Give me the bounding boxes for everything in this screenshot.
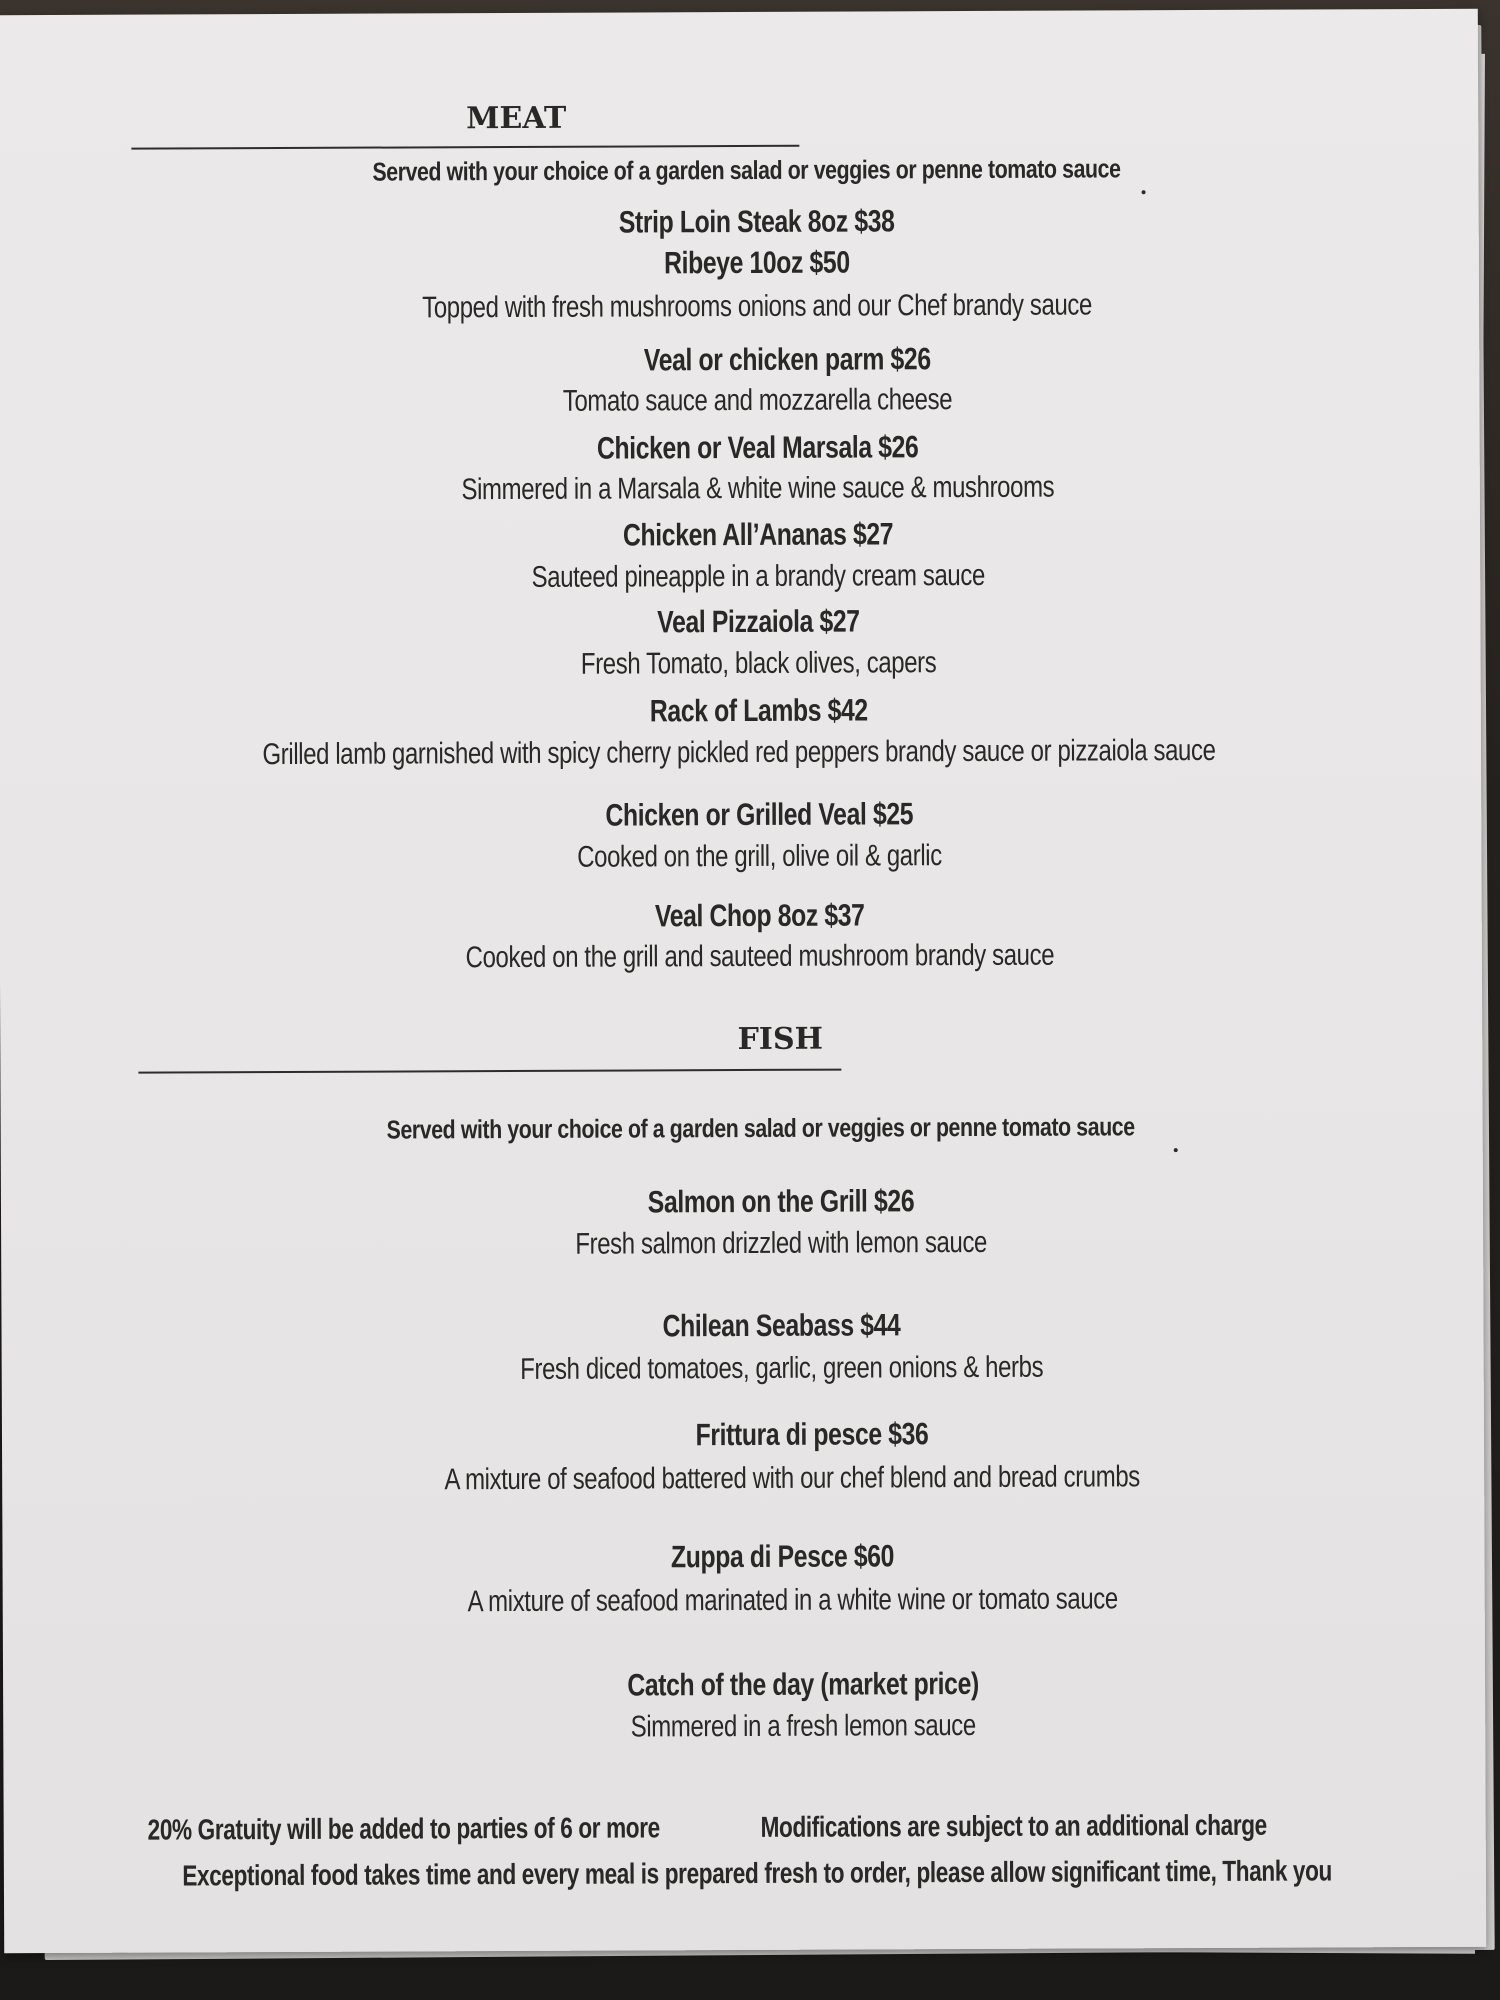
meat-served-note: Served with your choice of a garden salad or veggies or penne tomato sauce bbox=[372, 153, 1121, 187]
meat-heading: MEAT bbox=[466, 100, 567, 137]
stray-mark bbox=[1174, 1148, 1178, 1152]
closing-note: Exceptional food takes time and every meal is prepared fresh to order, please allow significant time, Thank you bbox=[182, 1855, 1333, 1893]
menu-page bbox=[0, 9, 1486, 1953]
gratuity-note: 20% Gratuity will be added to parties of 6 or more bbox=[147, 1812, 660, 1847]
menu-item-description: Topped with fresh mushrooms onions and our Chef brandy sauce bbox=[422, 288, 1092, 325]
menu-item-title: Veal Pizzaiola $27 bbox=[657, 603, 860, 640]
fish-heading: FISH bbox=[737, 1021, 824, 1058]
menu-item-description: Cooked on the grill and sauteed mushroom brandy sauce bbox=[465, 938, 1055, 975]
menu-item-title: Rack of Lambs $42 bbox=[649, 692, 868, 729]
menu-item-title: Chicken All’Ananas $27 bbox=[622, 516, 894, 553]
menu-item-description: A mixture of seafood marinated in a white wine or tomato sauce bbox=[467, 1582, 1118, 1619]
menu-item-title: Salmon on the Grill $26 bbox=[647, 1183, 915, 1220]
menu-item-description: Fresh diced tomatoes, garlic, green onions & herbs bbox=[520, 1350, 1044, 1386]
menu-item-description: Simmered in a Marsala & white wine sauce & mushrooms bbox=[461, 470, 1055, 507]
menu-item-title: Chicken or Veal Marsala $26 bbox=[596, 429, 919, 466]
meat-heading-rule bbox=[131, 145, 799, 150]
menu-item-title: Veal Chop 8oz $37 bbox=[654, 897, 865, 934]
menu-item-title: Veal or chicken parm $26 bbox=[643, 341, 931, 378]
fish-heading-rule bbox=[138, 1069, 841, 1074]
menu-item-description: Fresh Tomato, black olives, capers bbox=[580, 646, 937, 681]
menu-item-description: Sauteed pineapple in a brandy cream sauce bbox=[531, 558, 985, 594]
menu-item-description: Simmered in a fresh lemon sauce bbox=[630, 1708, 976, 1744]
modifications-note: Modifications are subject to an additional charge bbox=[760, 1809, 1267, 1844]
menu-item-description: Grilled lamb garnished with spicy cherry pickled red peppers brandy sauce or pizzaiola sauce bbox=[262, 733, 1216, 772]
fish-served-note: Served with your choice of a garden salad or veggies or penne tomato sauce bbox=[386, 1111, 1135, 1145]
menu-item-description: Fresh salmon drizzled with lemon sauce bbox=[575, 1225, 988, 1261]
menu-item-title: Zuppa di Pesce $60 bbox=[670, 1538, 895, 1575]
menu-item-description: Cooked on the grill, olive oil & garlic bbox=[577, 839, 942, 874]
menu-item-description: Tomato sauce and mozzarella cheese bbox=[562, 383, 953, 418]
menu-item-description: A mixture of seafood battered with our chef blend and bread crumbs bbox=[444, 1460, 1140, 1497]
menu-item-title: Strip Loin Steak 8oz $38 bbox=[618, 203, 895, 240]
stray-mark bbox=[1142, 190, 1146, 194]
menu-item-title: Chilean Seabass $44 bbox=[662, 1307, 901, 1344]
menu-item-title: Chicken or Grilled Veal $25 bbox=[605, 796, 914, 833]
menu-item-title: Ribeye 10oz $50 bbox=[663, 244, 850, 281]
menu-item-title: Frittura di pesce $36 bbox=[695, 1416, 929, 1453]
menu-item-title: Catch of the day (market price) bbox=[627, 1665, 979, 1703]
